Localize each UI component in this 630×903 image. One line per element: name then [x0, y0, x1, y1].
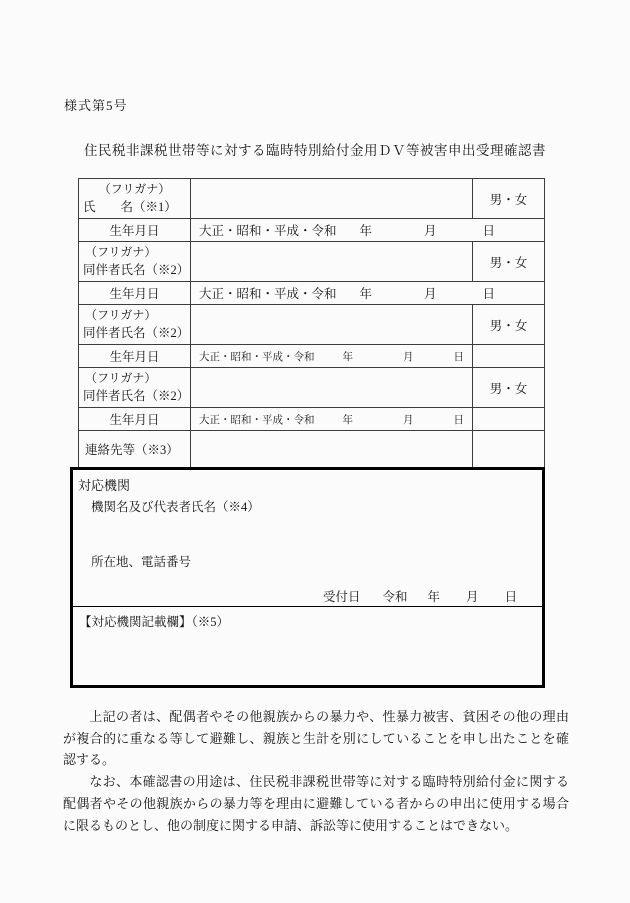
furigana-label: （フリガナ） — [85, 371, 157, 385]
month-label: 月 — [424, 224, 437, 238]
era-options: 大正・昭和・平成・令和 — [199, 414, 315, 426]
applicant-name-label-cell — [79, 179, 191, 219]
dob-date-line — [191, 284, 544, 302]
contact-extra-cell — [473, 431, 545, 468]
furigana-label: （フリガナ） — [98, 182, 171, 196]
companion2-name-value-cell — [191, 305, 473, 345]
agency-note-section — [73, 606, 542, 685]
agency-info-section — [73, 470, 542, 606]
table-row — [79, 431, 545, 468]
reception-date-line — [323, 587, 517, 605]
agency-note-label: 【対応機関記載欄】（※5） — [79, 615, 230, 629]
month-label: 月 — [403, 351, 414, 363]
era-options: 大正・昭和・平成・令和 — [199, 287, 337, 301]
table-row — [79, 242, 545, 282]
companion-name-label: 同伴者氏名（※2） — [83, 263, 190, 277]
agency-heading: 対応機関 — [78, 478, 131, 493]
companion2-dob-value-cell — [191, 345, 473, 368]
dob-label: 生年月日 — [79, 408, 191, 431]
companion3-name-label-cell — [79, 368, 191, 408]
era-options: 大正・昭和・平成・令和 — [199, 351, 315, 363]
companion2-dob-extra-cell — [473, 345, 545, 368]
org-name-label: 機関名及び代表者氏名（※4） — [91, 500, 260, 514]
reception-date-label: 受付日 — [323, 590, 361, 604]
gender-options: 男・女 — [473, 242, 545, 282]
era-options: 大正・昭和・平成・令和 — [199, 224, 337, 238]
form-number: 様式第5号 — [64, 98, 128, 113]
companion1-name-value-cell — [191, 242, 473, 282]
companion-name-label: 同伴者氏名（※2） — [83, 326, 190, 340]
dob-label: 生年月日 — [79, 282, 191, 305]
table-row — [79, 408, 545, 431]
address-phone-label: 所在地、電話番号 — [91, 555, 192, 569]
gender-options: 男・女 — [473, 179, 545, 219]
day-label: 日 — [482, 224, 496, 238]
year-label: 年 — [342, 414, 353, 426]
reception-era-label: 令和 — [382, 590, 408, 604]
reception-year-label: 年 — [427, 590, 441, 604]
furigana-label: （フリガナ） — [85, 308, 157, 322]
confirmation-notes — [63, 706, 569, 836]
year-label: 年 — [359, 224, 373, 238]
table-row — [79, 282, 545, 305]
table-row — [79, 305, 545, 345]
companion3-dob-extra-cell — [473, 408, 545, 431]
year-label: 年 — [342, 351, 353, 363]
day-label: 日 — [482, 287, 496, 301]
applicant-table — [78, 178, 545, 468]
companion3-name-value-cell — [191, 368, 473, 408]
furigana-label: （フリガナ） — [85, 245, 157, 259]
dob-date-line — [191, 349, 472, 364]
day-label: 日 — [453, 414, 464, 426]
companion1-name-label-cell — [79, 242, 191, 282]
day-label: 日 — [453, 351, 464, 363]
dob-date-line — [191, 221, 544, 239]
agency-box — [70, 467, 545, 688]
page-title: 住民税非課税世帯等に対する臨時特別給付金用ＤＶ等被害申出受理確認書 — [84, 143, 546, 158]
gender-options: 男・女 — [473, 368, 545, 408]
gender-options: 男・女 — [473, 305, 545, 345]
companion-name-label: 同伴者氏名（※2） — [83, 389, 190, 403]
dob-label: 生年月日 — [79, 219, 191, 242]
table-row — [79, 368, 545, 408]
table-row — [79, 219, 545, 242]
table-row — [79, 179, 545, 219]
reception-day-label: 日 — [504, 590, 518, 604]
usage-restriction-paragraph: なお、本確認書の用途は、住民税非課税世帯等に対する臨時特別給付金に関する配偶者やその他親族からの暴力等を理由に避難している者からの申出に使用する場合に限るものとし、他の制度に関する申請、訴訟等に使用することはできない。 — [63, 774, 569, 833]
companion2-name-label-cell — [79, 305, 191, 345]
contact-value-cell — [191, 431, 473, 468]
dob-label: 生年月日 — [79, 345, 191, 368]
month-label: 月 — [424, 287, 437, 301]
applicant-dob-value-cell — [191, 219, 545, 242]
reception-month-label: 月 — [466, 590, 479, 604]
year-label: 年 — [359, 287, 373, 301]
companion3-dob-value-cell — [191, 408, 473, 431]
table-row — [79, 345, 545, 368]
month-label: 月 — [403, 414, 414, 426]
dob-date-line — [191, 412, 472, 427]
contact-label: 連絡先等（※3） — [79, 431, 191, 468]
applicant-name-value-cell — [191, 179, 473, 219]
companion1-dob-value-cell — [191, 282, 545, 305]
confirmation-paragraph: 上記の者は、配偶者やその他親族からの暴力や、性暴力被害、貧困その他の理由が複合的に重なる等して避難し、親族と生計を別にしていることを申し出たことを確認する。 — [63, 709, 569, 768]
applicant-name-label: 氏 名（※1） — [83, 200, 177, 214]
